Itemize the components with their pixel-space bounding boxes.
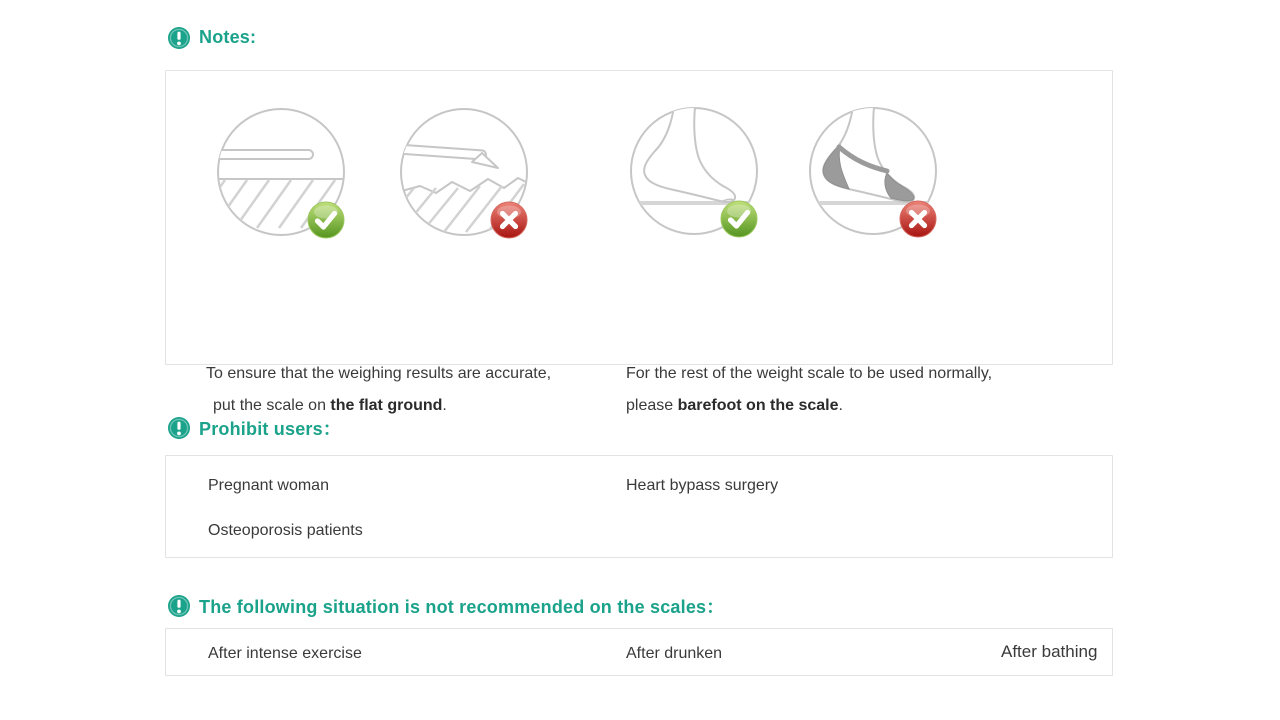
caption-line: please barefoot on the scale. — [626, 397, 843, 414]
check-badge-icon — [307, 201, 345, 239]
caption-line: For the rest of the weight scale to be used normally, — [626, 365, 993, 382]
prohibit-users-heading — [168, 416, 341, 439]
exclamation-circle-icon — [168, 595, 190, 617]
prohibit-item: Heart bypass surgery — [626, 477, 779, 494]
not-recommended-heading — [168, 594, 724, 617]
caption-line: put the scale on the flat ground. — [213, 397, 447, 414]
scale-on-uneven-ground-illustration — [398, 106, 530, 238]
prohibit-item: Osteoporosis patients — [208, 522, 363, 539]
not-recommended-panel — [165, 628, 1113, 676]
sock-foot-on-scale-illustration — [807, 105, 939, 237]
barefoot-caption — [626, 358, 992, 422]
prohibit-item: Pregnant woman — [208, 477, 329, 494]
caption-line: To ensure that the weighing results are accurate, — [206, 365, 552, 382]
cross-badge-icon — [490, 201, 528, 239]
scale-on-flat-ground-illustration — [215, 106, 347, 238]
exclamation-circle-icon — [168, 417, 190, 439]
notes-panel — [165, 70, 1113, 414]
notes-heading-label: Notes: — [199, 27, 257, 47]
not-recommended-item: After bathing — [1001, 642, 1098, 661]
exclamation-circle-icon — [168, 27, 190, 49]
not-recommended-item: After intense exercise — [208, 645, 362, 662]
barefoot-on-scale-illustration — [628, 105, 760, 237]
check-badge-icon — [720, 200, 758, 238]
flat-ground-caption — [206, 358, 551, 422]
cross-badge-icon — [899, 200, 937, 238]
notes-heading — [168, 26, 256, 49]
not-recommended-heading-label: The following situation is not recommended on the scales： — [199, 596, 725, 617]
prohibit-users-heading-label: Prohibit users： — [199, 418, 342, 439]
not-recommended-item: After drunken — [626, 645, 723, 662]
prohibit-users-panel — [165, 455, 1113, 558]
